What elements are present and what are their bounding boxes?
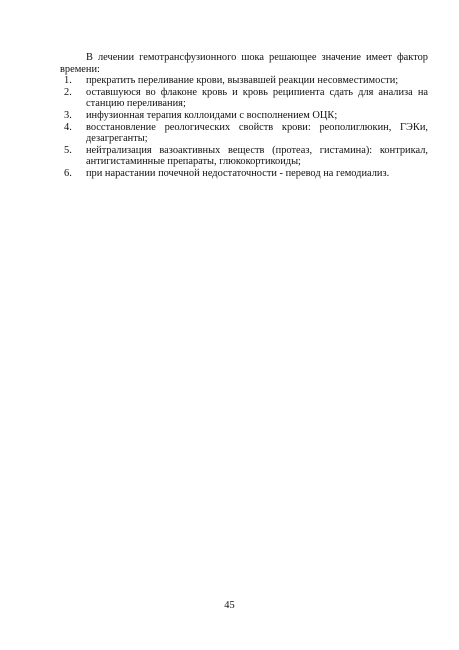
body-text: [60, 52, 428, 180]
list-item-text: прекратить переливание крови, вызвавшей реакции несовместимости;: [86, 75, 399, 87]
list-item: [60, 87, 428, 110]
list-item-number: 4.: [64, 121, 72, 133]
list-item-text: нейтрализация вазоактивных веществ (протеаз, гистамина): контрикал, антигистаминные препараты, глюкокортикоиды;: [86, 144, 428, 168]
list-item: [60, 168, 428, 180]
list-item: [60, 145, 428, 168]
list-item-number: 5.: [64, 144, 72, 156]
list-item: [60, 122, 428, 145]
list-item-text: оставшуюся во флаконе кровь и кровь реципиента сдать для анализа на станцию переливания;: [86, 86, 428, 110]
list-item-number: 1.: [64, 75, 72, 87]
list-item-text: при нарастании почечной недостаточности - перевод на гемодиализ.: [86, 167, 390, 179]
list-item-text: инфузионная терапия коллоидами с восполнением ОЦК;: [86, 109, 338, 121]
list-item-number: 3.: [64, 109, 72, 121]
treatment-list: [60, 75, 428, 179]
list-item-number: 2.: [64, 86, 72, 98]
list-item: [60, 75, 428, 87]
page-number: 45: [224, 600, 235, 611]
intro-paragraph: В лечении гемотрансфузионного шока решающее значение имеет фактор времени:: [60, 52, 428, 75]
list-item-text: восстановление реологических свойств крови: реополиглюкин, ГЭКи, дезагреганты;: [86, 121, 428, 145]
list-item: [60, 110, 428, 122]
list-item-number: 6.: [64, 167, 72, 179]
